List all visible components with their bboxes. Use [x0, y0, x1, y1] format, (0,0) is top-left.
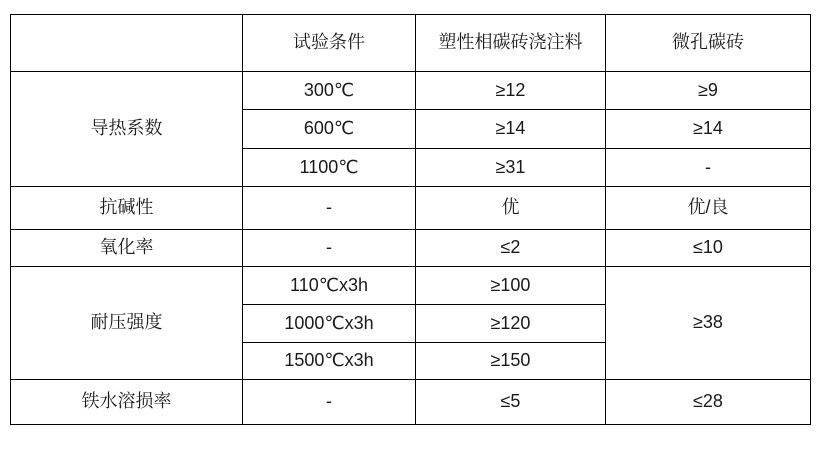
cell-compressive-brick: ≥38 [606, 267, 811, 380]
table-row-compressive-110 [11, 267, 811, 305]
cell-thermal-600-cond: 600℃ [243, 110, 416, 149]
cell-compressive-110-castable: ≥100 [416, 267, 606, 305]
cell-compressive-1000-cond: 1000℃x3h [243, 305, 416, 343]
cell-oxidation-label: 氧化率 [11, 230, 243, 267]
col-header-test-condition: 试验条件 [243, 15, 416, 72]
cell-iron-loss-cond: - [243, 380, 416, 425]
cell-thermal-600-castable: ≥14 [416, 110, 606, 149]
cell-thermal-1100-castable: ≥31 [416, 149, 606, 187]
cell-alkali-label: 抗碱性 [11, 187, 243, 230]
cell-compressive-110-cond: 110℃x3h [243, 267, 416, 305]
cell-alkali-brick: 优/良 [606, 187, 811, 230]
table-row-oxidation [11, 230, 811, 267]
cell-oxidation-castable: ≤2 [416, 230, 606, 267]
cell-alkali-cond: - [243, 187, 416, 230]
cell-thermal-300-brick: ≥9 [606, 72, 811, 110]
cell-oxidation-cond: - [243, 230, 416, 267]
col-header-micro-brick: 微孔碳砖 [606, 15, 811, 72]
cell-iron-loss-brick: ≤28 [606, 380, 811, 425]
col-header-corner [11, 15, 243, 72]
cell-alkali-castable: 优 [416, 187, 606, 230]
table-row-thermal-300 [11, 72, 811, 110]
table-row-alkali [11, 187, 811, 230]
cell-compressive-1000-castable: ≥120 [416, 305, 606, 343]
cell-iron-loss-castable: ≤5 [416, 380, 606, 425]
cell-thermal-label: 导热系数 [11, 72, 243, 187]
col-header-plastic-castable: 塑性相碳砖浇注料 [416, 15, 606, 72]
table-row-iron-loss [11, 380, 811, 425]
cell-thermal-300-castable: ≥12 [416, 72, 606, 110]
cell-thermal-1100-brick: - [606, 149, 811, 187]
cell-compressive-label: 耐压强度 [11, 267, 243, 380]
cell-thermal-300-cond: 300℃ [243, 72, 416, 110]
cell-compressive-1500-cond: 1500℃x3h [243, 343, 416, 380]
cell-iron-loss-label: 铁水溶损率 [11, 380, 243, 425]
cell-thermal-600-brick: ≥14 [606, 110, 811, 149]
cell-thermal-1100-cond: 1100℃ [243, 149, 416, 187]
cell-oxidation-brick: ≤10 [606, 230, 811, 267]
spec-table [10, 14, 811, 425]
header-row [11, 15, 811, 72]
cell-compressive-1500-castable: ≥150 [416, 343, 606, 380]
